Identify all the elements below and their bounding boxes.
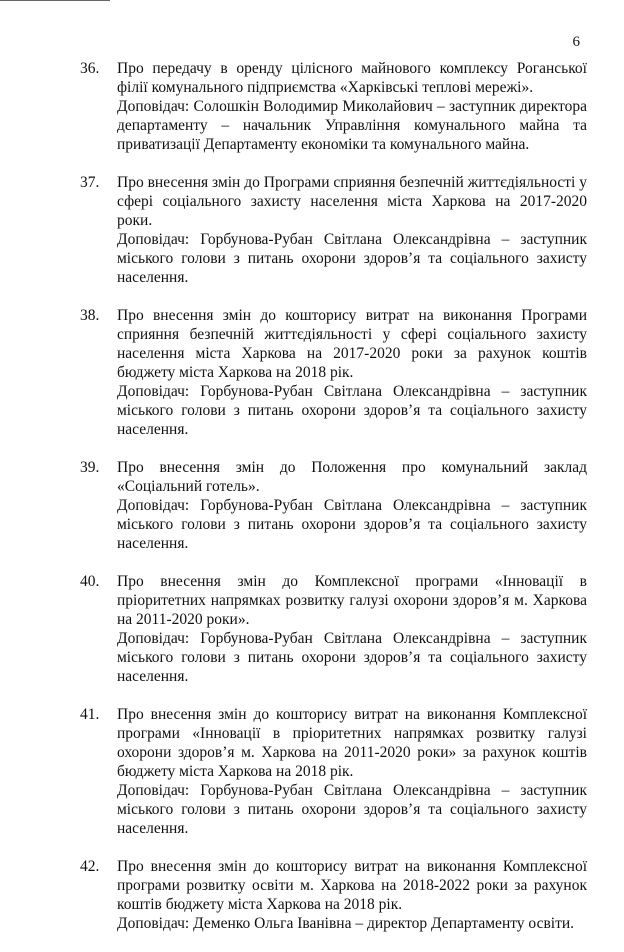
item-title: Про внесення змін до Положення про комунальний заклад «Соціальний готель». (117, 459, 587, 495)
item-number: 38. (80, 307, 100, 324)
item-speaker: Доповідач: Горбунова-Рубан Світлана Олександрівна – заступник міського голови з питань охорони здоров’я та соціального захисту населення. (117, 630, 587, 685)
agenda-item (80, 705, 587, 838)
item-number: 39. (80, 459, 100, 476)
item-title: Про внесення змін до кошторису витрат на виконання Комплексної програми «Інновації в пріоритетних напрямках розвитку галузі охорони здоров’я м. Харкова на 2011-2020 роки» за рахунок коштів бюджету міста Харкова на 2018 рік. (117, 706, 587, 780)
item-number: 36. (80, 60, 100, 77)
item-speaker: Доповідач: Деменко Ольга Іванівна – директор Департаменту освіти. (117, 915, 575, 932)
page-number: 6 (572, 34, 580, 50)
item-body (117, 705, 587, 838)
agenda-item (80, 173, 587, 287)
agenda-item (80, 857, 587, 933)
item-speaker: Доповідач: Солошкін Володимир Миколайович – заступник директора департаменту – начальник Управління комунального майна та приватизації Департаменту економіки та комунального майна. (117, 98, 587, 153)
agenda-item (80, 572, 587, 686)
item-body (117, 458, 587, 553)
item-number: 40. (80, 573, 100, 590)
item-number: 37. (80, 174, 100, 191)
item-speaker: Доповідач: Горбунова-Рубан Світлана Олександрівна – заступник міського голови з питань охорони здоров’я та соціального захисту населення. (117, 497, 587, 552)
item-title: Про передачу в оренду цілісного майнового комплексу Роганської філії комунального підприємства «Харківські теплові мережі». (117, 60, 587, 96)
item-body (117, 572, 587, 686)
item-number: 42. (80, 858, 100, 875)
item-number: 41. (80, 706, 100, 723)
agenda-list (80, 59, 587, 952)
item-body (117, 857, 587, 933)
scan-artifact-line (0, 0, 110, 1)
item-body (117, 173, 587, 287)
item-body (117, 59, 587, 154)
item-title: Про внесення змін до кошторису витрат на виконання Програми сприяння безпечній життєдіяльності у сфері соціального захисту населення міста Харкова на 2017-2020 роки за рахунок коштів бюджету міста Харкова на 2018 рік. (117, 307, 587, 381)
item-title: Про внесення змін до Програми сприяння безпечній життєдіяльності у сфері соціального захисту населення міста Харкова на 2017-2020 роки. (117, 174, 587, 229)
item-speaker: Доповідач: Горбунова-Рубан Світлана Олександрівна – заступник міського голови з питань охорони здоров’я та соціального захисту населення. (117, 231, 587, 286)
agenda-item (80, 59, 587, 154)
agenda-item (80, 306, 587, 439)
item-speaker: Доповідач: Горбунова-Рубан Світлана Олександрівна – заступник міського голови з питань охорони здоров’я та соціального захисту населення. (117, 383, 587, 438)
agenda-item (80, 458, 587, 553)
item-title: Про внесення змін до кошторису витрат на виконання Комплексної програми розвитку освіти м. Харкова на 2018-2022 роки за рахунок коштів бюджету міста Харкова на 2018 рік. (117, 858, 587, 913)
item-speaker: Доповідач: Горбунова-Рубан Світлана Олександрівна – заступник міського голови з питань охорони здоров’я та соціального захисту населення. (117, 782, 587, 837)
item-title: Про внесення змін до Комплексної програми «Інновації в пріоритетних напрямках розвитку галузі охорони здоров’я м. Харкова на 2011-2020 роки». (117, 573, 587, 628)
item-body (117, 306, 587, 439)
